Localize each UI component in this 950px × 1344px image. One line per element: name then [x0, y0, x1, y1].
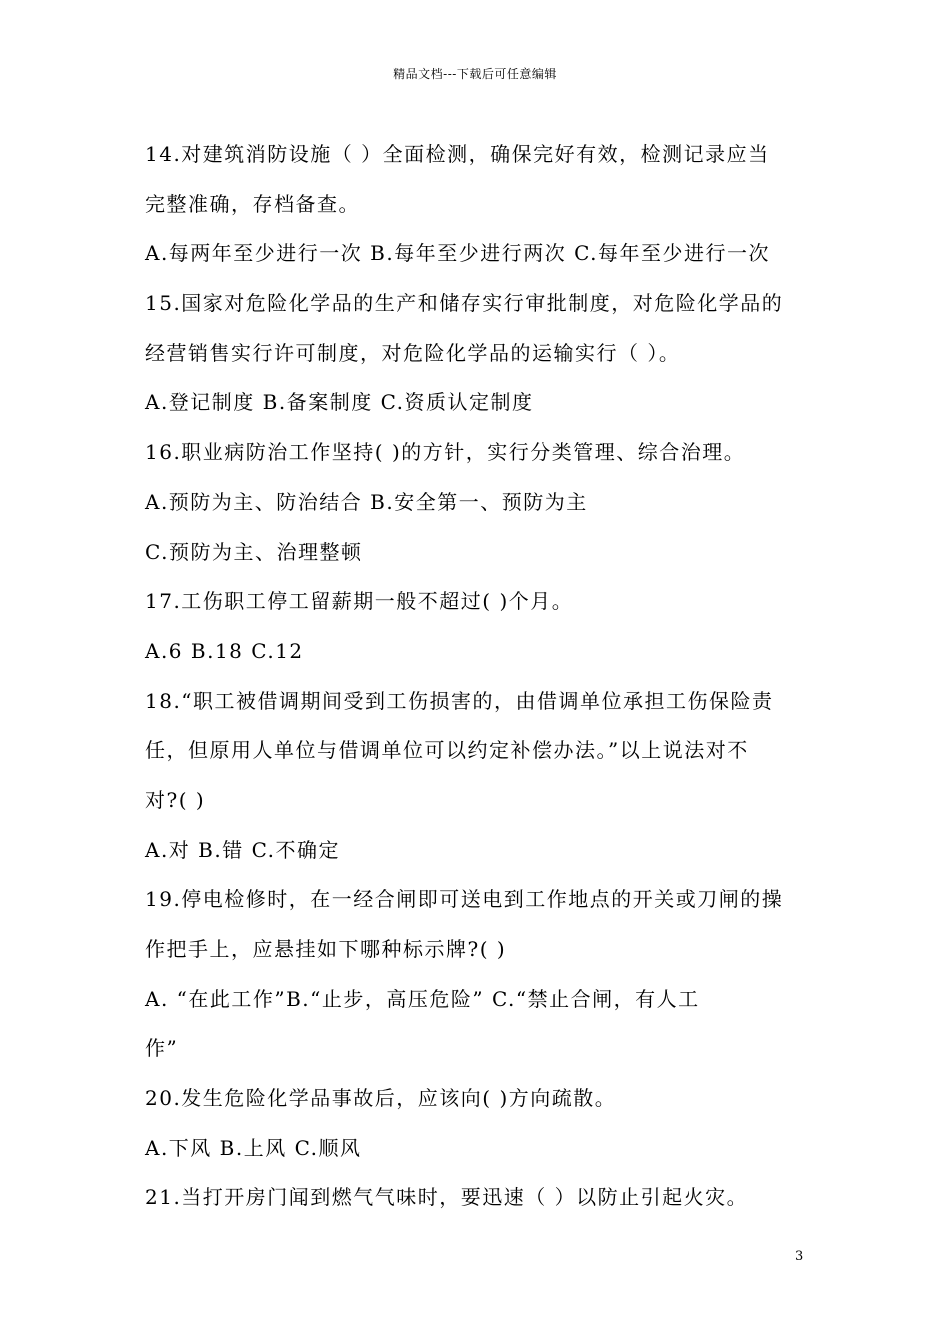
- question-18-line-3: 对?( ): [145, 787, 206, 812]
- question-18-line-2: 任，但原用人单位与借调单位可以约定补偿办法。”以上说法对不: [145, 738, 749, 763]
- question-15-line-1: 15.国家对危险化学品的生产和储存实行审批制度，对危险化学品的: [145, 291, 784, 316]
- question-19-options-1: A. “在此工作”B.“止步，高压危险” C.“禁止合闸，有人工: [145, 986, 700, 1011]
- question-20-line-1: 20.发生危险化学品事故后，应该向( )方向疏散。: [145, 1086, 617, 1111]
- question-21-line-1: 21.当打开房门闻到燃气气味时，要迅速（ ）以防止引起火灾。: [145, 1185, 749, 1210]
- question-14-options: A.每两年至少进行一次 B.每年至少进行两次 C.每年至少进行一次: [145, 241, 771, 266]
- question-19-options-2: 作”: [145, 1036, 179, 1061]
- question-16-line-1: 16.职业病防治工作坚持( )的方针，实行分类管理、综合治理。: [145, 440, 746, 465]
- question-16-options-1: A.预防为主、防治结合 B.安全第一、预防为主: [145, 489, 588, 514]
- question-20-options: A.下风 B.上风 C.顺风: [145, 1135, 362, 1160]
- question-list: [145, 130, 815, 1223]
- question-16-options-2: C.预防为主、治理整顿: [145, 539, 363, 564]
- question-15-options: A.登记制度 B.备案制度 C.资质认定制度: [145, 390, 534, 415]
- question-19-line-1: 19.停电检修时，在一经合闸即可送电到工作地点的开关或刀闸的操: [145, 887, 784, 912]
- question-14-line-2: 完整准确，存档备查。: [145, 191, 360, 216]
- question-14-line-1: 14.对建筑消防设施（ ）全面检测，确保完好有效，检测记录应当: [145, 142, 770, 166]
- page-number: 3: [795, 1249, 804, 1264]
- question-18-options: A.对 B.错 C.不确定: [145, 837, 341, 862]
- question-17-options: A.6 B.18 C.12: [145, 638, 304, 663]
- question-15-line-2: 经营销售实行许可制度，对危险化学品的运输实行（ ）。: [145, 340, 681, 365]
- question-17-line-1: 17.工伤职工停工留薪期一般不超过( )个月。: [145, 589, 574, 614]
- page-header: 精品文档---下载后可任意编辑: [393, 67, 557, 81]
- question-18-line-1: 18.“职工被借调期间受到工伤损害的，由借调单位承担工伤保险责: [145, 688, 774, 713]
- question-19-line-2: 作把手上，应悬挂如下哪种标示牌?( ): [145, 937, 507, 961]
